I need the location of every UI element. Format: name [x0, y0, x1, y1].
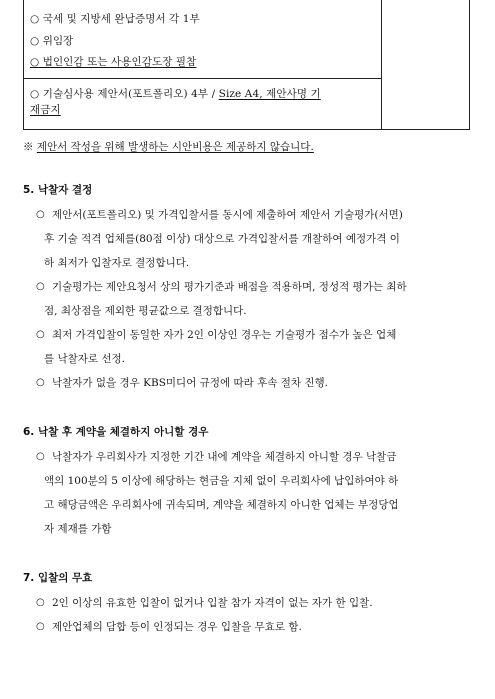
paragraph-line: 기술평가는 제안요청서 상의 평가기준과 배점을 적용하며, 정성적 평가는 최하 — [52, 281, 407, 293]
bullet-icon: ○ — [36, 281, 45, 292]
section-title: 6. 낙찰 후 계약을 체결하지 아니할 경우 — [23, 426, 209, 438]
paragraph-line: 최저 가격입찰이 동일한 자가 2인 이상인 경우는 기술평가 점수가 높은 업체 — [52, 329, 397, 341]
table-cell-line: ○ 국세 및 지방세 완납증명서 각 1부 — [30, 13, 200, 25]
bullet-icon: ○ — [36, 451, 45, 462]
bullet-icon: ○ — [36, 209, 45, 220]
table-cell-line: 재금지 — [30, 104, 61, 116]
paragraph-line: 제안업체의 담합 등이 인정되는 경우 입찰을 무효로 함. — [52, 621, 302, 633]
note-text: 제안서 작성을 위해 발생하는 시안비용은 제공하지 않습니다. — [36, 141, 314, 153]
cost-note — [23, 140, 314, 154]
paragraph-line: 낙찰자가 없을 경우 KBS미디어 규정에 따라 후속 절차 진행. — [52, 377, 328, 389]
table-cell-underlined-text: Size A4, 제안사명 기 — [218, 88, 321, 100]
bullet-icon: ○ — [36, 621, 45, 632]
paragraph-line: 고 해당금액은 우리회사에 귀속되며, 계약을 체결하지 아니한 업체는 부정당업 — [44, 499, 399, 511]
submission-documents-table — [23, 0, 470, 130]
paragraph-line: 낙찰자가 우리회사가 지정한 기간 내에 계약을 체결하지 아니할 경우 낙찰금 — [52, 451, 397, 463]
bullet-icon: ○ — [36, 329, 45, 340]
table-cell-line: ○ 법인인감 또는 사용인감도장 필참 — [30, 56, 197, 68]
paragraph-line: 를 낙찰자로 선정. — [44, 353, 126, 365]
paragraph-line: 액의 100분의 5 이상에 해당하는 현금을 지체 없이 우리회사에 납입하여야 하 — [44, 475, 399, 487]
paragraph-line: 제안서(포트폴리오) 및 가격입찰서를 동시에 제출하여 제안서 기술평가(서면) — [52, 209, 403, 221]
paragraph-line: 자 제재를 가함 — [44, 523, 112, 535]
table-cell-line: ○ 위임장 — [30, 35, 74, 47]
section-title: 5. 낙찰자 결정 — [23, 184, 93, 196]
bullet-icon: ○ — [36, 597, 45, 608]
table-cell-text: ○ 기술심사용 제안서(포트폴리오) 4부 / — [30, 88, 219, 100]
note-mark: ※ — [23, 141, 37, 153]
table-cell-line — [30, 87, 321, 101]
paragraph-line: 2인 이상의 유효한 입찰이 없거나 입찰 참가 자격이 없는 자가 한 입찰. — [52, 597, 373, 609]
paragraph-line: 점, 최상점을 제외한 평균값으로 결정합니다. — [44, 305, 247, 317]
section-title: 7. 입찰의 무효 — [23, 572, 93, 584]
paragraph-line: 후 기술 적격 업체를(80점 이상) 대상으로 가격입찰서를 개찰하여 예정가격 이 — [44, 233, 400, 245]
table-row-divider — [24, 78, 381, 79]
bullet-icon: ○ — [36, 377, 45, 388]
table-column-divider — [381, 0, 382, 129]
paragraph-line: 하 최저가 입찰자로 결정합니다. — [44, 257, 190, 269]
